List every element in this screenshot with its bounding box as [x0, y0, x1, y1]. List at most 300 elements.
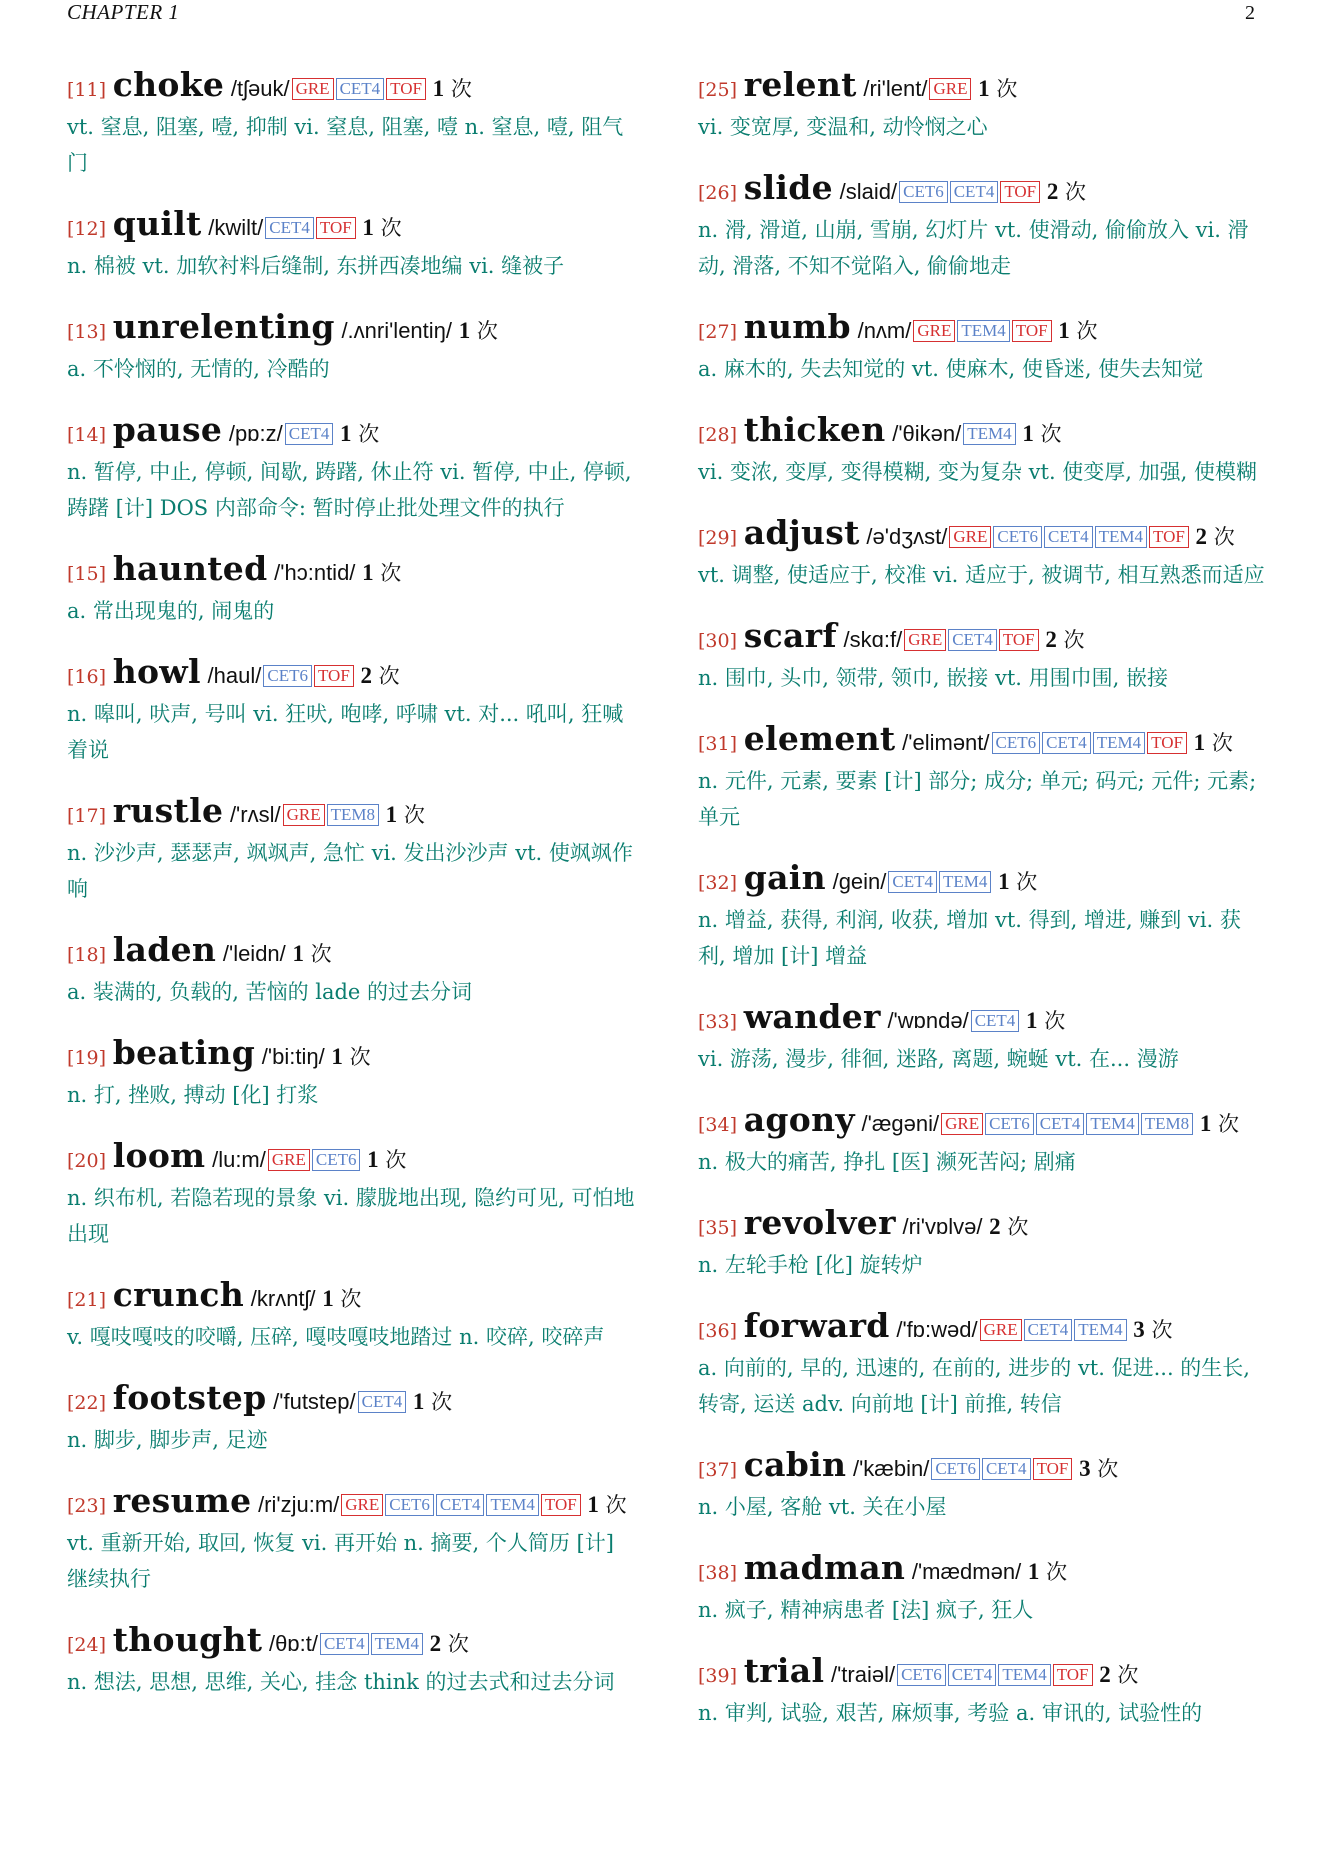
exam-tag-badge: TOF — [541, 1494, 581, 1516]
count-number: 1 — [412, 1389, 425, 1414]
occurrence-count — [362, 216, 401, 240]
count-unit: 次 — [378, 664, 400, 688]
exam-tag-badge: GRE — [941, 1113, 983, 1135]
count-number: 2 — [1046, 179, 1059, 204]
count-number: 1 — [322, 1286, 334, 1311]
count-number: 1 — [1026, 1008, 1038, 1033]
entry-phonetic: /'elimənt/ — [902, 730, 990, 755]
exam-tag-badge: TOF — [1033, 1458, 1073, 1480]
count-number: 1 — [978, 76, 990, 101]
count-unit: 次 — [1044, 1009, 1066, 1033]
occurrence-count — [1133, 1318, 1172, 1342]
count-unit: 次 — [447, 1632, 469, 1656]
entry-phonetic: /'ægəni/ — [861, 1111, 940, 1136]
exam-tag-badge: CET4 — [436, 1494, 485, 1516]
exam-tag-badge: CET6 — [312, 1149, 361, 1171]
count-unit: 次 — [1211, 731, 1233, 755]
entry-head — [698, 1652, 1268, 1695]
count-number: 1 — [1193, 730, 1206, 755]
occurrence-count — [1047, 180, 1086, 204]
count-unit: 次 — [1065, 180, 1087, 204]
entry-definition: n. 棉被 vt. 加软衬料后缝制, 东拼西凑地编 vi. 缝被子 — [67, 254, 565, 278]
vocab-entry — [67, 653, 637, 768]
entry-head — [67, 411, 637, 454]
entry-index: [29] — [698, 527, 738, 549]
entry-word: haunted — [112, 549, 268, 588]
entry-definition: n. 增益, 获得, 利润, 收获, 增加 vt. 得到, 增进, 赚到 vi. 获利, 增加 [计] 增益 — [698, 908, 1241, 968]
entry-word: revolver — [743, 1203, 896, 1242]
entry-definition: vi. 变宽厚, 变温和, 动怜悯之心 — [698, 115, 988, 139]
occurrence-count — [1045, 628, 1084, 652]
occurrence-count — [1026, 1009, 1065, 1033]
entry-word: laden — [112, 930, 217, 969]
entry-word: agony — [743, 1100, 855, 1139]
entry-index: [20] — [67, 1150, 107, 1172]
entry-word: rustle — [112, 791, 224, 830]
entry-word: wander — [743, 997, 881, 1036]
entry-phonetic: /'bi:tiŋ/ — [261, 1044, 325, 1069]
entry-word: numb — [743, 307, 851, 346]
entry-head — [67, 1621, 637, 1664]
vocab-entry — [698, 1652, 1268, 1731]
count-unit: 次 — [1016, 870, 1038, 894]
count-number: 3 — [1079, 1456, 1091, 1481]
entry-word: pause — [112, 410, 223, 449]
entry-definition: a. 常出现鬼的, 闹鬼的 — [67, 599, 275, 623]
entry-head — [698, 1446, 1268, 1489]
entry-head — [67, 308, 637, 351]
occurrence-count — [331, 1045, 370, 1069]
occurrence-count — [1022, 422, 1061, 446]
count-unit: 次 — [1218, 1112, 1239, 1136]
entry-index: [15] — [67, 563, 107, 585]
count-unit: 次 — [1151, 1318, 1173, 1342]
entry-index: [33] — [698, 1011, 738, 1033]
count-unit: 次 — [380, 216, 402, 240]
count-unit: 次 — [1046, 1560, 1068, 1584]
entry-phonetic: /ri'vɒlvə/ — [902, 1214, 983, 1239]
occurrence-count — [433, 77, 472, 101]
count-number: 1 — [587, 1492, 599, 1517]
count-number: 1 — [432, 76, 445, 101]
count-number: 2 — [429, 1631, 442, 1656]
exam-tag-badge: TOF — [1053, 1664, 1093, 1686]
exam-tag-badge: CET6 — [385, 1494, 434, 1516]
entry-definition: n. 打, 挫败, 搏动 [化] 打浆 — [67, 1083, 319, 1107]
entry-word: loom — [112, 1136, 206, 1175]
exam-tag-badge: CET6 — [931, 1458, 980, 1480]
count-unit: 次 — [1117, 1663, 1139, 1687]
count-number: 1 — [331, 1044, 343, 1069]
occurrence-count — [989, 1215, 1028, 1239]
entry-head — [67, 1276, 637, 1319]
entry-head — [698, 169, 1268, 212]
occurrence-count — [367, 1148, 406, 1172]
occurrence-count — [362, 561, 401, 585]
entry-word: element — [743, 719, 896, 758]
count-unit: 次 — [385, 1148, 407, 1172]
count-number: 1 — [998, 869, 1010, 894]
entry-phonetic: /ri'lent/ — [863, 76, 928, 101]
entry-word: thought — [112, 1620, 263, 1659]
exam-tag-badge: GRE — [292, 78, 334, 100]
vocab-entry — [67, 411, 637, 526]
exam-tag-badge: CET4 — [950, 181, 999, 203]
entry-head — [698, 617, 1268, 660]
exam-tag-badge: TEM4 — [1074, 1319, 1126, 1341]
exam-tag-badge: CET4 — [320, 1633, 369, 1655]
chapter-title: CHAPTER 1 — [67, 0, 180, 24]
entry-phonetic: /'traiəl/ — [830, 1662, 896, 1687]
entry-phonetic: /'rʌsl/ — [229, 802, 281, 827]
entry-word: adjust — [743, 513, 860, 552]
count-number: 1 — [1027, 1559, 1040, 1584]
exam-tag-badge: TEM4 — [1086, 1113, 1138, 1135]
exam-tag-badge: GRE — [913, 320, 955, 342]
entry-definition: n. 织布机, 若隐若现的景象 vi. 朦胧地出现, 隐约可见, 可怕地出现 — [67, 1186, 635, 1246]
entry-head — [698, 720, 1268, 763]
occurrence-count — [1196, 525, 1235, 549]
entry-head — [698, 998, 1268, 1041]
entry-word: madman — [743, 1548, 906, 1587]
entry-index: [35] — [698, 1217, 738, 1239]
entry-definition: n. 滑, 滑道, 山崩, 雪崩, 幻灯片 vt. 使滑动, 偷偷放入 vi. 滑动, 滑落, 不知不觉陷入, 偷偷地走 — [698, 218, 1249, 278]
exam-tag-badge: CET4 — [265, 217, 314, 239]
count-number: 2 — [1195, 524, 1208, 549]
exam-tag-badge: CET4 — [336, 78, 385, 100]
vocab-entry — [698, 1101, 1268, 1180]
count-unit: 次 — [403, 803, 425, 827]
entry-index: [27] — [698, 321, 738, 343]
entry-phonetic: /'wɒndə/ — [887, 1008, 969, 1033]
count-number: 3 — [1133, 1317, 1145, 1342]
entry-definition: vt. 窒息, 阻塞, 噎, 抑制 vi. 窒息, 阻塞, 噎 n. 窒息, 噎, 阻气门 — [67, 115, 624, 175]
exam-tag-badge: CET6 — [897, 1664, 946, 1686]
exam-tag-badge: GRE — [929, 78, 971, 100]
entry-index: [18] — [67, 944, 107, 966]
vocab-entry — [67, 66, 637, 181]
exam-tag-badge: GRE — [904, 629, 946, 651]
exam-tag-badge: GRE — [341, 1494, 383, 1516]
entry-word: quilt — [112, 204, 202, 243]
count-unit: 次 — [1063, 628, 1085, 652]
entry-definition: v. 嘎吱嘎吱的咬嚼, 压碎, 嘎吱嘎吱地踏过 n. 咬碎, 咬碎声 — [67, 1325, 605, 1349]
entry-definition: n. 围巾, 头巾, 领带, 领巾, 嵌接 vt. 用围巾围, 嵌接 — [698, 666, 1168, 690]
count-number: 2 — [1099, 1662, 1111, 1687]
count-unit: 次 — [310, 942, 332, 966]
exam-tag-badge: GRE — [283, 804, 325, 826]
exam-tag-badge: CET6 — [992, 732, 1041, 754]
entry-word: forward — [743, 1306, 890, 1345]
vocab-entry — [698, 411, 1268, 490]
exam-tag-badge: CET4 — [1036, 1113, 1085, 1135]
vocab-entry — [67, 308, 637, 387]
vocab-entry — [67, 931, 637, 1010]
count-number: 1 — [1058, 318, 1070, 343]
exam-tag-badge: CET4 — [948, 629, 997, 651]
entry-word: relent — [743, 65, 857, 104]
occurrence-count — [1058, 319, 1097, 343]
occurrence-count — [459, 319, 498, 343]
entry-head — [698, 514, 1268, 557]
entry-index: [13] — [67, 321, 107, 343]
exam-tag-badge: CET4 — [1024, 1319, 1073, 1341]
exam-tag-badge: TEM8 — [1141, 1113, 1193, 1135]
exam-tag-badge: TOF — [1147, 732, 1187, 754]
entry-index: [23] — [67, 1495, 107, 1517]
vocab-entry — [67, 1276, 637, 1355]
count-number: 2 — [360, 663, 372, 688]
exam-tag-badge: TOF — [999, 629, 1039, 651]
entry-phonetic: /nʌm/ — [857, 318, 912, 343]
left-column — [67, 66, 637, 1724]
entry-index: [26] — [698, 182, 738, 204]
entry-index: [30] — [698, 630, 738, 652]
exam-tag-badge: TEM4 — [963, 423, 1015, 445]
entry-phonetic: /.ʌnri'lentiŋ/ — [341, 318, 453, 343]
exam-tag-badge: CET4 — [1044, 526, 1093, 548]
occurrence-count — [998, 870, 1037, 894]
count-number: 1 — [292, 941, 304, 966]
exam-tag-badge: CET6 — [899, 181, 948, 203]
entry-phonetic: /'fɒ:wəd/ — [896, 1317, 978, 1342]
count-unit: 次 — [340, 1287, 362, 1311]
vocab-entry — [698, 1446, 1268, 1525]
count-number: 1 — [340, 421, 352, 446]
vocab-entry — [67, 1034, 637, 1113]
entry-index: [38] — [698, 1562, 738, 1584]
exam-tag-badge: TOF — [1149, 526, 1189, 548]
occurrence-count — [1099, 1663, 1138, 1687]
count-unit: 次 — [1213, 525, 1235, 549]
entry-definition: a. 麻木的, 失去知觉的 vt. 使麻木, 使昏迷, 使失去知觉 — [698, 357, 1204, 381]
entry-head — [67, 653, 637, 696]
entry-head — [698, 1549, 1268, 1592]
count-unit: 次 — [605, 1493, 627, 1517]
exam-tag-badge: CET4 — [888, 871, 937, 893]
vocab-entry — [698, 859, 1268, 974]
entry-index: [37] — [698, 1459, 738, 1481]
exam-tag-badge: CET4 — [982, 1458, 1031, 1480]
entry-word: choke — [112, 65, 225, 104]
vocab-entry — [67, 1482, 637, 1597]
entry-index: [11] — [67, 79, 107, 101]
entry-phonetic: /'leidn/ — [222, 941, 286, 966]
entry-index: [31] — [698, 733, 738, 755]
entry-index: [19] — [67, 1047, 107, 1069]
occurrence-count — [322, 1287, 361, 1311]
vocab-entry — [698, 617, 1268, 696]
entry-head — [67, 1482, 637, 1525]
entry-head — [698, 1307, 1268, 1350]
entry-head — [67, 550, 637, 593]
entry-phonetic: /haul/ — [207, 663, 262, 688]
entry-definition: n. 审判, 试验, 艰苦, 麻烦事, 考验 a. 审讯的, 试验性的 — [698, 1701, 1203, 1725]
exam-tag-badge: CET4 — [358, 1391, 407, 1413]
vocab-entry — [67, 1137, 637, 1252]
entry-index: [14] — [67, 424, 107, 446]
count-number: 2 — [1045, 627, 1057, 652]
count-unit: 次 — [380, 561, 402, 585]
exam-tag-badge: CET6 — [993, 526, 1042, 548]
count-number: 1 — [362, 560, 374, 585]
entry-phonetic: /'futstep/ — [273, 1389, 356, 1414]
exam-tag-badge: TEM4 — [957, 320, 1009, 342]
entry-definition: n. 极大的痛苦, 挣扎 [医] 濒死苦闷; 剧痛 — [698, 1150, 1076, 1174]
occurrence-count — [978, 77, 1017, 101]
vocab-entry — [698, 1549, 1268, 1628]
entry-definition: n. 沙沙声, 瑟瑟声, 飒飒声, 急忙 vi. 发出沙沙声 vt. 使飒飒作响 — [67, 841, 633, 901]
entry-word: howl — [112, 652, 201, 691]
exam-tag-badge: CET6 — [985, 1113, 1034, 1135]
vocab-entry — [698, 1204, 1268, 1283]
occurrence-count — [1079, 1457, 1118, 1481]
exam-tag-badge: TOF — [314, 665, 354, 687]
exam-tag-badge: TEM4 — [486, 1494, 538, 1516]
entry-word: trial — [743, 1651, 825, 1690]
entry-phonetic: /kwilt/ — [208, 215, 264, 240]
entry-head — [67, 1137, 637, 1180]
entry-definition: a. 装满的, 负载的, 苦恼的 lade 的过去分词 — [67, 980, 473, 1004]
count-unit: 次 — [996, 77, 1018, 101]
entry-word: beating — [112, 1033, 256, 1072]
count-unit: 次 — [1097, 1457, 1119, 1481]
occurrence-count — [292, 942, 331, 966]
vocab-entry — [698, 1307, 1268, 1422]
exam-tag-badge: TEM4 — [1095, 526, 1147, 548]
entry-index: [39] — [698, 1665, 738, 1687]
vocab-entry — [698, 169, 1268, 284]
entry-head — [698, 1101, 1268, 1144]
entry-index: [16] — [67, 666, 107, 688]
entry-word: footstep — [112, 1378, 267, 1417]
entry-phonetic: /gein/ — [832, 869, 887, 894]
exam-tag-badge: GRE — [268, 1149, 310, 1171]
count-unit: 次 — [1076, 319, 1098, 343]
entry-index: [21] — [67, 1289, 107, 1311]
entry-phonetic: /tʃəuk/ — [230, 76, 290, 101]
entry-head — [67, 931, 637, 974]
exam-tag-badge: CET4 — [285, 423, 334, 445]
vocab-entry — [698, 308, 1268, 387]
entry-head — [698, 1204, 1268, 1247]
count-number: 1 — [367, 1147, 379, 1172]
exam-tag-badge: GRE — [949, 526, 991, 548]
entry-definition: n. 元件, 元素, 要素 [计] 部分; 成分; 单元; 码元; 元件; 元素; 单元 — [698, 769, 1257, 829]
entry-definition: n. 暂停, 中止, 停顿, 间歇, 踌躇, 休止符 vi. 暂停, 中止, 停顿, 踌躇 [计] DOS 内部命令: 暂时停止批处理文件的执行 — [67, 460, 632, 520]
exam-tag-badge: TEM4 — [371, 1633, 423, 1655]
occurrence-count — [1194, 731, 1233, 755]
entry-head — [67, 66, 637, 109]
vocab-entry — [698, 514, 1268, 593]
entry-phonetic: /lu:m/ — [212, 1147, 266, 1172]
entry-definition: a. 不怜悯的, 无情的, 冷酷的 — [67, 357, 330, 381]
entry-index: [22] — [67, 1392, 107, 1414]
occurrence-count — [413, 1390, 452, 1414]
entry-definition: vt. 调整, 使适应于, 校准 vi. 适应于, 被调节, 相互熟悉而适应 — [698, 563, 1265, 587]
count-number: 1 — [458, 318, 471, 343]
occurrence-count — [1028, 1560, 1067, 1584]
entry-head — [698, 859, 1268, 902]
entry-head — [67, 1034, 637, 1077]
entry-head — [698, 308, 1268, 351]
vocab-entry — [67, 1621, 637, 1700]
vocab-entry — [698, 66, 1268, 145]
entry-index: [34] — [698, 1114, 738, 1136]
exam-tag-badge: TEM4 — [939, 871, 991, 893]
entry-phonetic: /krʌntʃ/ — [250, 1286, 316, 1311]
entry-definition: vi. 变浓, 变厚, 变得模糊, 变为复杂 vt. 使变厚, 加强, 使模糊 — [698, 460, 1258, 484]
exam-tag-badge: CET6 — [263, 665, 312, 687]
entry-index: [24] — [67, 1634, 107, 1656]
count-number: 1 — [1199, 1111, 1212, 1136]
exam-tag-badge: TOF — [316, 217, 356, 239]
count-unit: 次 — [349, 1045, 371, 1069]
occurrence-count — [386, 803, 425, 827]
count-unit: 次 — [358, 422, 380, 446]
occurrence-count — [587, 1493, 626, 1517]
vocab-entry — [67, 205, 637, 284]
entry-phonetic: /ə'dʒʌst/ — [866, 524, 948, 549]
right-column — [698, 66, 1268, 1755]
entry-word: slide — [743, 168, 833, 207]
entry-phonetic: /'mædmən/ — [911, 1559, 1022, 1584]
exam-tag-badge: TEM8 — [327, 804, 379, 826]
occurrence-count — [340, 422, 379, 446]
entry-definition: vt. 重新开始, 取回, 恢复 vi. 再开始 n. 摘要, 个人简历 [计] 继续执行 — [67, 1531, 614, 1591]
entry-phonetic: /skɑ:f/ — [843, 627, 903, 652]
entry-head — [67, 205, 637, 248]
entry-index: [36] — [698, 1320, 738, 1342]
entry-word: gain — [743, 858, 826, 897]
entry-definition: vi. 游荡, 漫步, 徘徊, 迷路, 离题, 蜿蜒 vt. 在... 漫游 — [698, 1047, 1179, 1071]
entry-word: crunch — [112, 1275, 245, 1314]
entry-definition: a. 向前的, 早的, 迅速的, 在前的, 进步的 vt. 促进... 的生长, 转寄, 运送 adv. 向前地 [计] 前推, 转信 — [698, 1356, 1250, 1416]
vocab-entry — [698, 998, 1268, 1077]
entry-head — [67, 792, 637, 835]
occurrence-count — [360, 664, 399, 688]
entry-head — [698, 411, 1268, 454]
occurrence-count — [1200, 1112, 1239, 1136]
entry-definition: n. 脚步, 脚步声, 足迹 — [67, 1428, 268, 1452]
entry-definition: n. 想法, 思想, 思维, 关心, 挂念 think 的过去式和过去分词 — [67, 1670, 615, 1694]
count-unit: 次 — [476, 319, 498, 343]
entry-phonetic: /'θikən/ — [892, 421, 962, 446]
count-number: 1 — [1022, 421, 1034, 446]
vocab-entry — [67, 1379, 637, 1458]
entry-index: [32] — [698, 872, 738, 894]
entry-head — [67, 1379, 637, 1422]
count-number: 1 — [385, 802, 398, 827]
occurrence-count — [430, 1632, 469, 1656]
entry-phonetic: /pɒ:z/ — [228, 421, 283, 446]
entry-index: [17] — [67, 805, 107, 827]
vocab-entry — [67, 792, 637, 907]
count-unit: 次 — [431, 1390, 453, 1414]
entry-head — [698, 66, 1268, 109]
exam-tag-badge: CET4 — [1042, 732, 1091, 754]
entry-word: cabin — [743, 1445, 847, 1484]
count-unit: 次 — [1040, 422, 1062, 446]
entry-definition: n. 小屋, 客舱 vt. 关在小屋 — [698, 1495, 947, 1519]
vocab-entry — [698, 720, 1268, 835]
exam-tag-badge: TEM4 — [1093, 732, 1145, 754]
entry-definition: n. 左轮手枪 [化] 旋转炉 — [698, 1253, 923, 1277]
count-number: 2 — [989, 1214, 1001, 1239]
vocab-entry — [67, 550, 637, 629]
exam-tag-badge: TOF — [386, 78, 426, 100]
entry-index: [28] — [698, 424, 738, 446]
